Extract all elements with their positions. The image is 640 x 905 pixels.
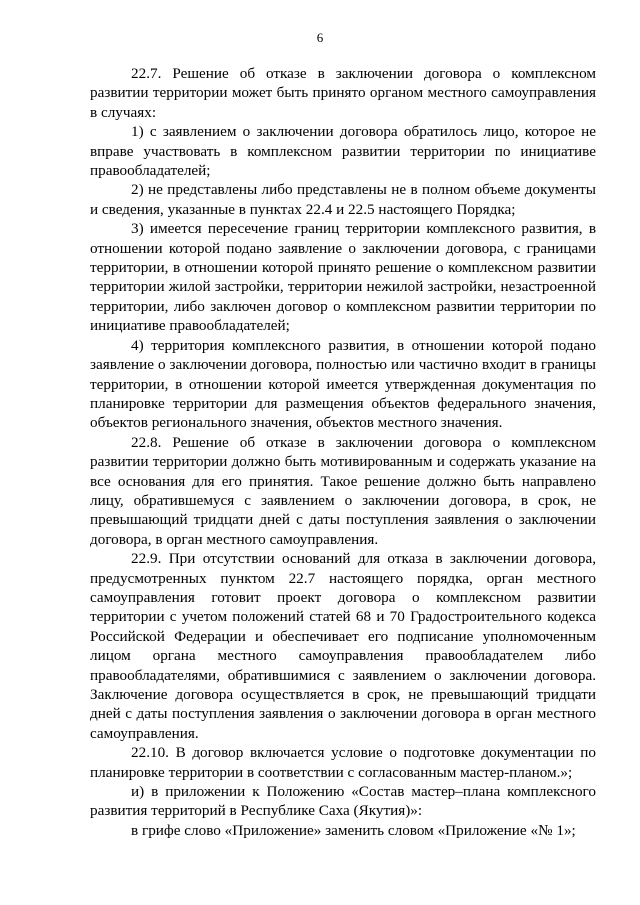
document-body [90,64,596,840]
paragraph-22-8: 22.8. Решение об отказе в заключении договора о комплексном развитии территории должно быть мотивированным и содержать указание на все основания для его принятия. Такое решение должно быть направлено лицу, обратившемуся с заявлением о заключении договора, в срок, не превышающий тридцати дней с даты поступления заявления о заключении договора, в орган местного самоуправления. [90,433,596,548]
paragraph-item-3: 3) имеется пересечение границ территории комплексного развития, в отношении которой подано заявление о заключении договора, с границами территории, в отношении которой принято решение о комплексном развитии территории жилой застройки, территории нежилой застройки, незастроенной территории, либо заключен договор о комплексном развитии территории по инициативе правообладателей; [90,220,596,335]
paragraph-item-i: и) в приложении к Положению «Состав мастер–плана комплексного развития территорий в Республике Саха (Якутия)»: [90,783,596,820]
paragraph-item-2: 2) не представлены либо представлены не в полном объеме документы и сведения, указанные в пунктах 22.4 и 22.5 настоящего Порядка; [90,181,596,218]
page-number: 6 [316,30,324,45]
paragraph-22-10: 22.10. В договор включается условие о подготовке документации по планировке территории в соответствии с согласованным мастер-планом.»; [90,744,596,781]
paragraph-griff: в грифе слово «Приложение» заменить словом «Приложение «№ 1»; [131,821,576,839]
paragraph-item-4: 4) территория комплексного развития, в отношении которой подано заявление о заключении договора, полностью или частично входит в границы территории, в отношении которой имеется утвержденная документация по планировке территории для размещения объектов федерального значения, объектов регионального значения, объектов местного значения. [90,336,596,432]
paragraph-22-7: 22.7. Решение об отказе в заключении договора о комплексном развитии территории может быть принято органом местного самоуправления в случаях: [90,65,596,121]
paragraph-22-9: 22.9. При отсутствии оснований для отказа в заключении договора, предусмотренных пунктом 22.7 настоящего порядка, орган местного самоуправления готовит проект договора о комплексном развитии территории с учетом положений статей 68 и 70 Градостроительного кодекса Российской Федерации и обеспечивает его подписание уполномоченным лицом органа местного самоуправления правообладателем либо правообладателями, обратившимися с заявлением о заключении договора. Заключение договора осуществляется в срок, не превышающий тридцати дней с даты поступления заявления о заключении договора в орган местного самоуправления. [90,550,596,742]
paragraph-item-1: 1) с заявлением о заключении договора обратилось лицо, которое не вправе участвовать в комплексном развитии территории по инициативе правообладателей; [90,123,596,180]
